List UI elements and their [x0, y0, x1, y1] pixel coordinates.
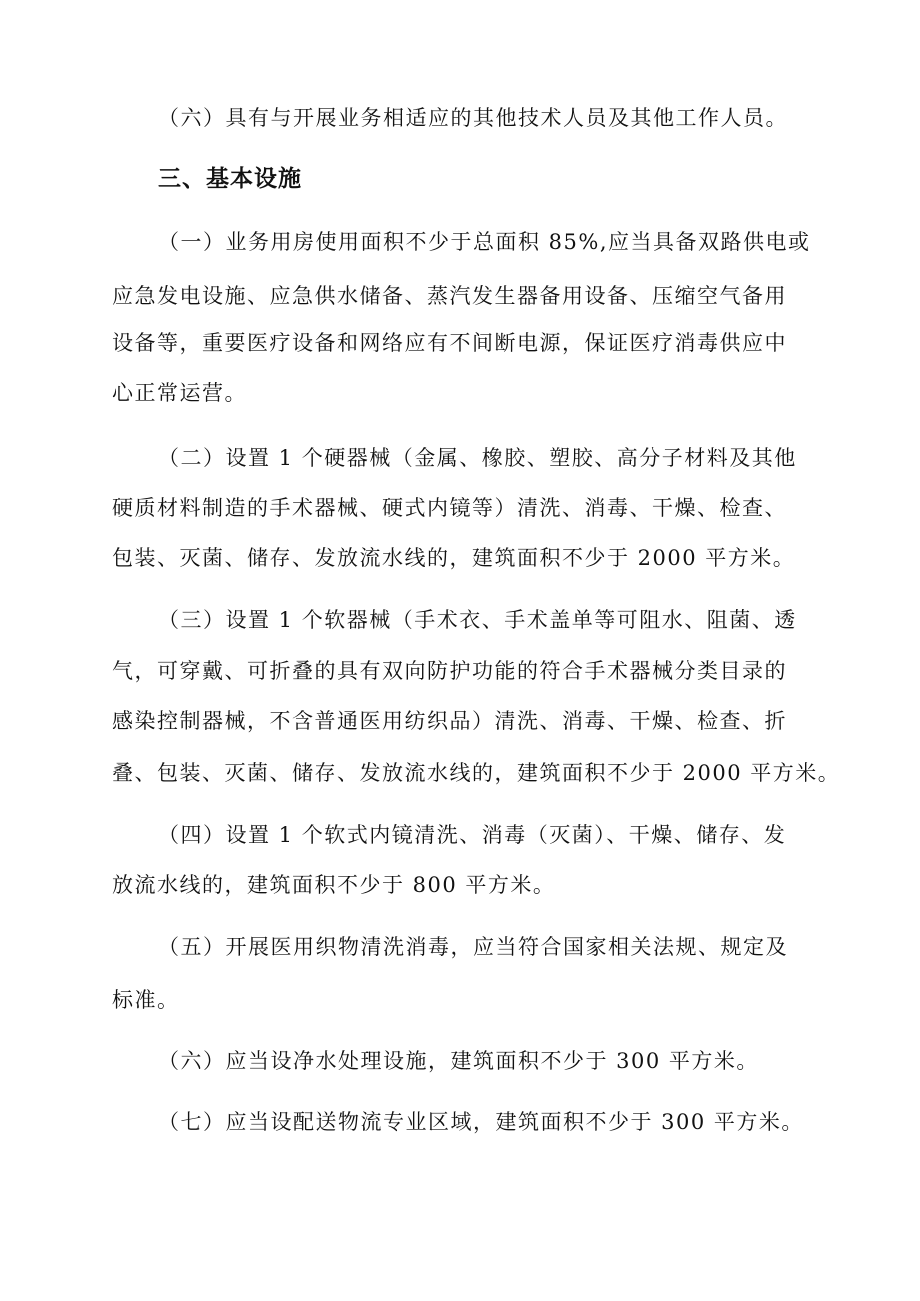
paragraph-line: （五）开展医用织物清洗消毒，应当符合国家相关法规、规定及 — [158, 935, 788, 959]
paragraph-line: （四）设置 1 个软式内镜清洗、消毒（灭菌）、干燥、储存、发 — [158, 823, 787, 847]
paragraph-line: 气，可穿戴、可折叠的具有双向防护功能的符合手术器械分类目录的 — [112, 659, 787, 683]
paragraph-7-logistics-area: （七）应当设配送物流专业区域，建筑面积不少于 300 平方米。 — [158, 1110, 804, 1134]
paragraph-line: 标准。 — [112, 988, 180, 1012]
paragraph-line: 心正常运营。 — [112, 381, 247, 405]
paragraph-line: 硬质材料制造的手术器械、硬式内镜等）清洗、消毒、干燥、检查、 — [112, 496, 787, 520]
paragraph-line: （三）设置 1 个软器械（手术衣、手术盖单等可阻水、阻菌、透 — [158, 608, 797, 632]
paragraph-line: 应急发电设施、应急供水储备、蒸汽发生器备用设备、压缩空气备用 — [112, 284, 787, 308]
paragraph-line: 包装、灭菌、储存、发放流水线的，建筑面积不少于 2000 平方米。 — [112, 546, 796, 570]
paragraph-line: 叠、包装、灭菌、储存、发放流水线的，建筑面积不少于 2000 平方米。 — [112, 761, 841, 785]
paragraph-item-6-staff: （六）具有与开展业务相适应的其他技术人员及其他工作人员。 — [158, 106, 788, 130]
paragraph-line: （二）设置 1 个硬器械（金属、橡胶、塑胶、高分子材料及其他 — [158, 446, 797, 470]
section-heading-basic-facilities: 三、基本设施 — [158, 166, 302, 192]
paragraph-line: 设备等，重要医疗设备和网络应有不间断电源，保证医疗消毒供应中 — [112, 331, 787, 355]
paragraph-line: （一）业务用房使用面积不少于总面积 85%,应当具备双路供电或 — [158, 230, 811, 254]
paragraph-line: 感染控制器械，不含普通医用纺织品）清洗、消毒、干燥、检查、折 — [112, 709, 787, 733]
paragraph-line: 放流水线的，建筑面积不少于 800 平方米。 — [112, 873, 556, 897]
paragraph-6-water-treatment: （六）应当设净水处理设施，建筑面积不少于 300 平方米。 — [158, 1049, 759, 1073]
